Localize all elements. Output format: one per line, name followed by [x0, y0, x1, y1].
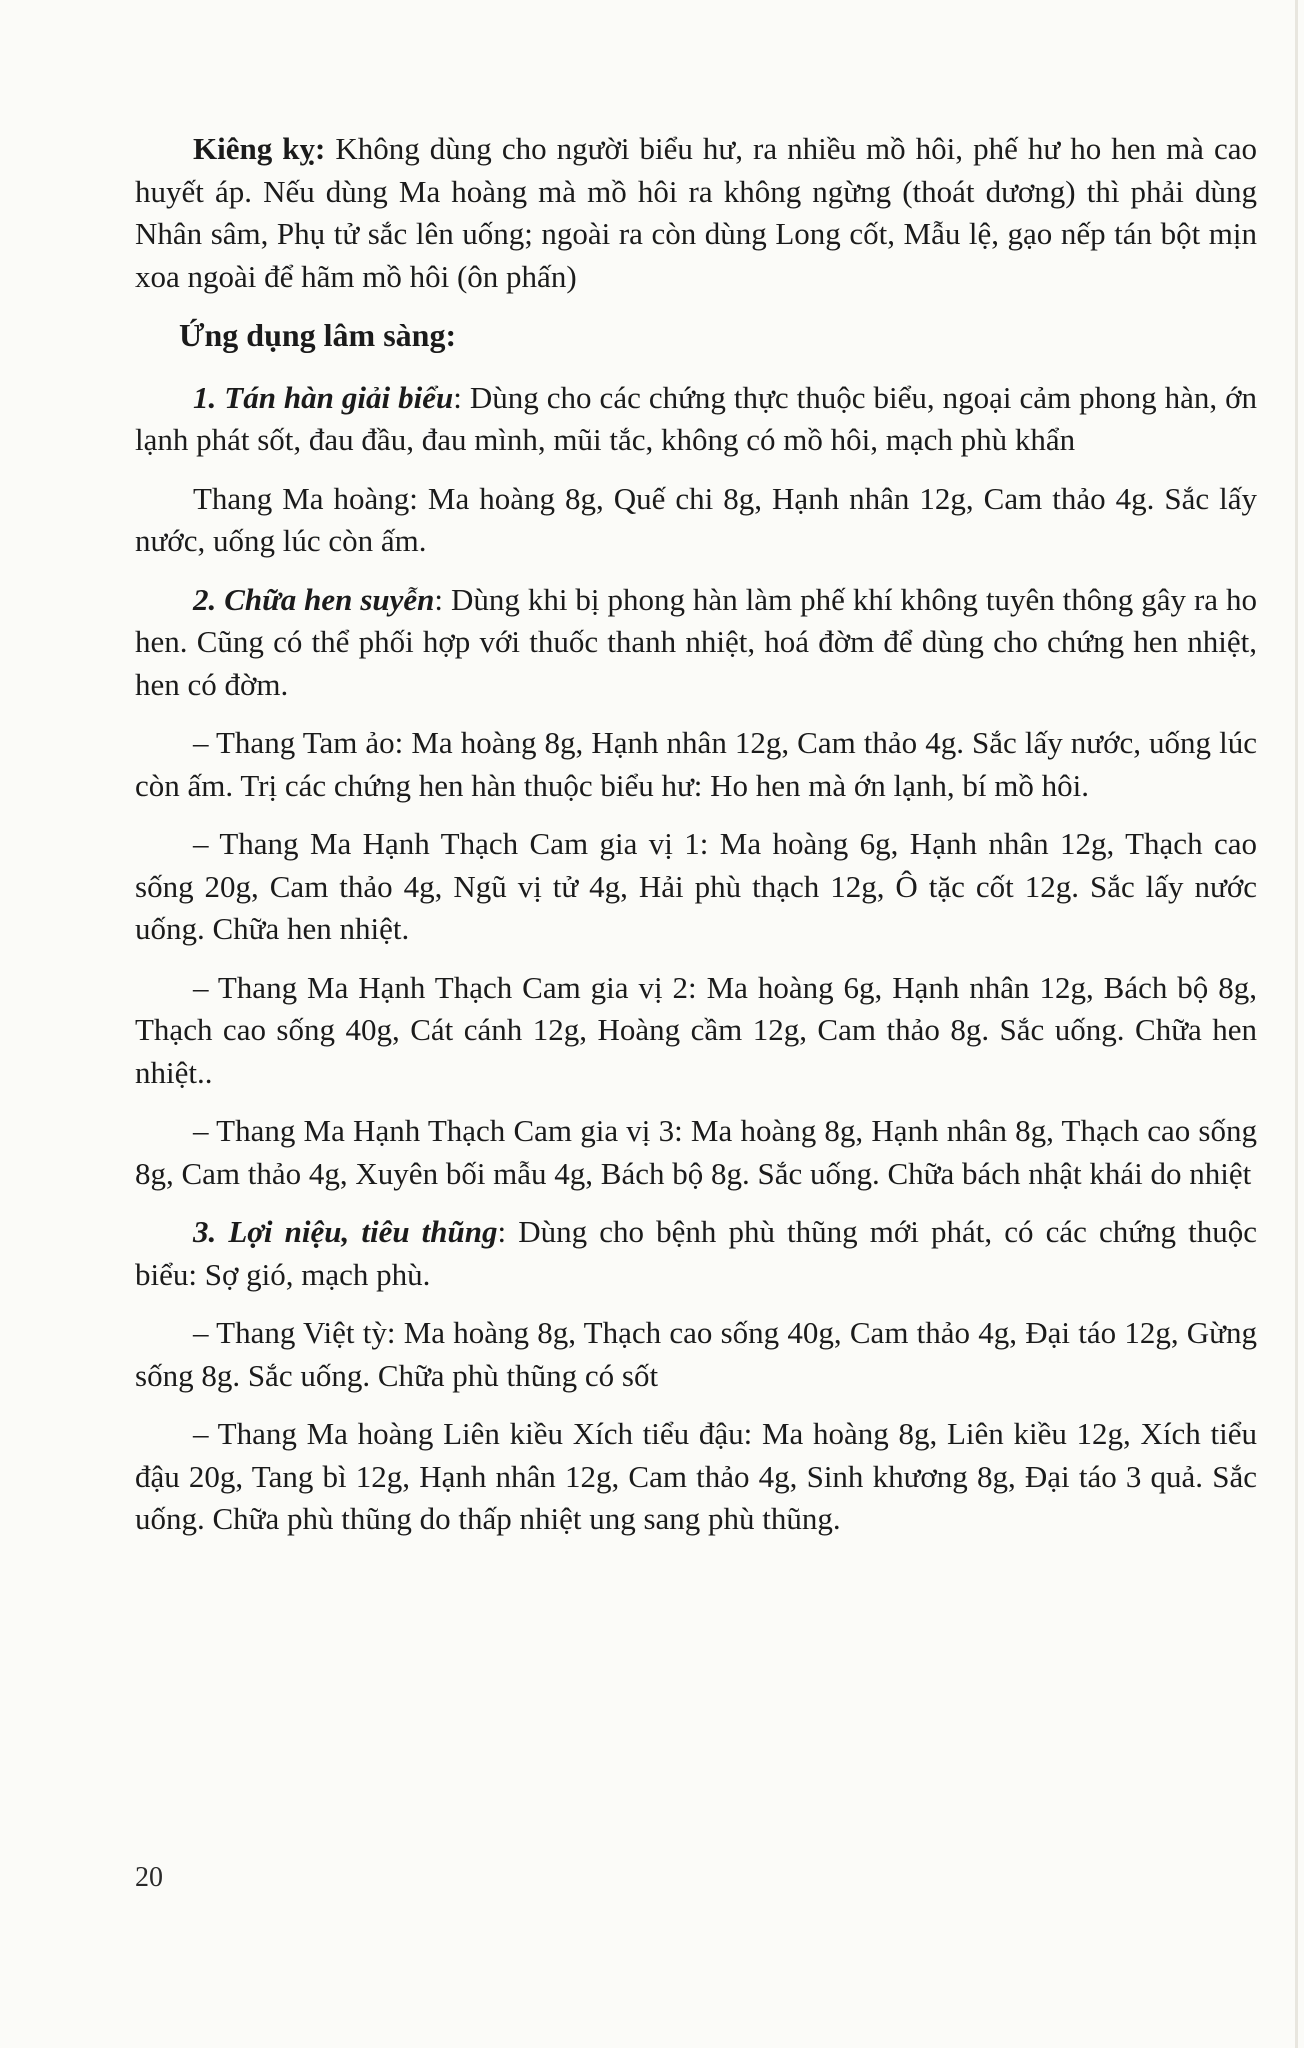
section-1-label: 1. Tán hàn giải biểu	[193, 379, 454, 415]
section-3-paragraph	[135, 1211, 1257, 1296]
section-3-item-1: – Thang Việt tỳ: Ma hoàng 8g, Thạch cao sống 40g, Cam thảo 4g, Đại táo 12g, Gừng sống 8g. Sắc uống. Chữa phù thũng có sốt	[135, 1315, 1257, 1393]
section-3-item-2: – Thang Ma hoàng Liên kiều Xích tiểu đậu: Ma hoàng 8g, Liên kiều 12g, Xích tiểu đậu 20g, Tang bì 12g, Hạnh nhân 12g, Cam thảo 4g, Sinh khương 8g, Đại táo 3 quả. Sắc uống. Chữa phù thũng do thấp nhiệt ung sang phù thũng.	[135, 1416, 1257, 1536]
section-2-label: 2. Chữa hen suyễn	[193, 581, 435, 617]
section-2-text: : Dùng khi bị phong hàn làm phế khí không tuyên thông gây ra ho hen. Cũng có thể phối hợp với thuốc thanh nhiệt, hoá đờm để dùng cho chứng hen nhiệt, hen có đờm.	[135, 581, 1257, 702]
page-body	[135, 128, 1257, 1557]
contraindication-text: Không dùng cho người biểu hư, ra nhiều mồ hôi, phế hư ho hen mà cao huyết áp. Nếu dùng Ma hoàng mà mồ hôi ra không ngừng (thoát dương) thì phải dùng Nhân sâm, Phụ tử sắc lên uống; ngoài ra còn dùng Long cốt, Mẫu lệ, gạo nếp tán bột mịn xoa ngoài để hãm mồ hôi (ôn phấn)	[135, 131, 1257, 294]
section-1-item-1: Thang Ma hoàng: Ma hoàng 8g, Quế chi 8g, Hạnh nhân 12g, Cam thảo 4g. Sắc lấy nước, uống lúc còn ấm.	[135, 480, 1257, 558]
page-number: 20	[135, 1862, 163, 1893]
contraindication-label: Kiêng kỵ:	[193, 131, 326, 166]
page-edge	[1295, 0, 1298, 2048]
section-1-text: : Dùng cho các chứng thực thuộc biểu, ngoại cảm phong hàn, ớn lạnh phát sốt, đau đầu, đau mình, mũi tắc, không có mồ hôi, mạch phù khẩn	[135, 379, 1258, 457]
section-1-paragraph	[135, 377, 1257, 462]
section-3-label: 3. Lợi niệu, tiêu thũng	[193, 1214, 498, 1249]
contraindication-paragraph	[135, 128, 1257, 298]
section-3-text: : Dùng cho bệnh phù thũng mới phát, có các chứng thuộc biểu: Sợ gió, mạch phù.	[135, 1214, 1257, 1292]
section-2-paragraph	[135, 579, 1257, 707]
section-2-item-2: – Thang Ma Hạnh Thạch Cam gia vị 1: Ma hoàng 6g, Hạnh nhân 12g, Thạch cao sống 20g, Cam thảo 4g, Ngũ vị tử 4g, Hải phù thạch 12g, Ô tặc cốt 12g. Sắc lấy nước uống. Chữa hen nhiệt.	[135, 826, 1257, 946]
section-2-item-1: – Thang Tam ảo: Ma hoàng 8g, Hạnh nhân 12g, Cam thảo 4g. Sắc lấy nước, uống lúc còn ấm. Trị các chứng hen hàn thuộc biểu hư: Ho hen mà ớn lạnh, bí mồ hôi.	[135, 725, 1257, 803]
section-2-item-3: – Thang Ma Hạnh Thạch Cam gia vị 2: Ma hoàng 6g, Hạnh nhân 12g, Bách bộ 8g, Thạch cao sống 40g, Cát cánh 12g, Hoàng cầm 12g, Cam thảo 8g. Sắc uống. Chữa hen nhiệt..	[135, 969, 1257, 1090]
section-2-item-4: – Thang Ma Hạnh Thạch Cam gia vị 3: Ma hoàng 8g, Hạnh nhân 8g, Thạch cao sống 8g, Cam thảo 4g, Xuyên bối mẫu 4g, Bách bộ 8g. Sắc uống. Chữa bách nhật khái do nhiệt	[135, 1113, 1257, 1191]
section-heading: Ứng dụng lâm sàng:	[179, 317, 457, 353]
